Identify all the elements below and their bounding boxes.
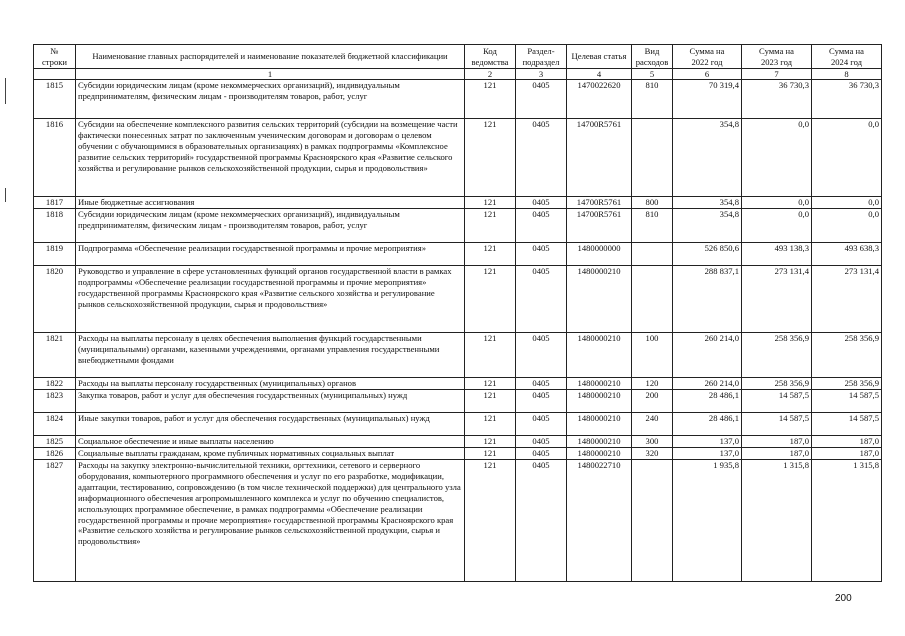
section-cell: 0405 — [516, 390, 567, 413]
sum-2023-cell: 14 587,5 — [742, 413, 812, 436]
header-name: Наименование главных распорядителей и наименование показателей бюджетной классификации — [76, 45, 465, 69]
header-section: Раздел- подраздел — [516, 45, 567, 69]
header-department-code: Код ведомства — [465, 45, 516, 69]
table-row — [34, 390, 882, 413]
sum-2022-cell: 1 935,8 — [673, 460, 742, 582]
table-row — [34, 460, 882, 582]
sum-2024-cell: 273 131,4 — [812, 266, 882, 333]
section-cell: 0405 — [516, 209, 567, 243]
target-article-cell: 1480000210 — [567, 413, 632, 436]
row-name-cell: Подпрограмма «Обеспечение реализации государственной программы и прочие мероприятия» — [76, 243, 465, 266]
column-number-cell — [34, 69, 76, 80]
section-cell: 0405 — [516, 413, 567, 436]
expense-type-cell — [632, 243, 673, 266]
sum-2023-cell: 258 356,9 — [742, 333, 812, 378]
row-number-cell: 1827 — [34, 460, 76, 582]
expense-type-cell: 800 — [632, 197, 673, 209]
table-row — [34, 209, 882, 243]
department-code-cell: 121 — [465, 436, 516, 448]
section-cell: 0405 — [516, 266, 567, 333]
row-name-cell: Расходы на выплаты персоналу государственных (муниципальных) органов — [76, 378, 465, 390]
sum-2022-cell: 28 486,1 — [673, 390, 742, 413]
column-number-cell: 5 — [632, 69, 673, 80]
sum-2024-cell: 0,0 — [812, 197, 882, 209]
sum-2024-cell: 258 356,9 — [812, 378, 882, 390]
row-name-cell: Иные бюджетные ассигнования — [76, 197, 465, 209]
row-number-cell: 1816 — [34, 119, 76, 197]
sum-2024-cell: 258 356,9 — [812, 333, 882, 378]
column-number-cell: 6 — [673, 69, 742, 80]
target-article-cell: 1480000210 — [567, 390, 632, 413]
table-row — [34, 448, 882, 460]
sum-2022-cell: 354,8 — [673, 197, 742, 209]
department-code-cell: 121 — [465, 80, 516, 119]
target-article-cell: 1480000000 — [567, 243, 632, 266]
table-body — [34, 80, 882, 582]
row-name-cell: Субсидии на обеспечение комплексного развития сельских территорий (субсидии на возмещение части фактически понесенных затрат по заключенным ученическим договорам и договорам о целевом обучении с обучающимися в образовательных организациях) в рамках подпрограммы «Комплексное развитие сельских территорий» государственной программы Красноярского края «Развитие сельского хозяйства и регулирование рынков сельскохозяйственной продукции, сырья и продовольствия» — [76, 119, 465, 197]
sum-2022-cell: 260 214,0 — [673, 333, 742, 378]
row-name-cell: Закупка товаров, работ и услуг для обеспечения государственных (муниципальных) нужд — [76, 390, 465, 413]
row-number-cell: 1822 — [34, 378, 76, 390]
table-row — [34, 436, 882, 448]
row-number-cell: 1823 — [34, 390, 76, 413]
sum-2023-cell: 0,0 — [742, 209, 812, 243]
table-row — [34, 333, 882, 378]
sum-2022-cell: 70 319,4 — [673, 80, 742, 119]
column-number-cell: 3 — [516, 69, 567, 80]
department-code-cell: 121 — [465, 197, 516, 209]
sum-2024-cell: 493 638,3 — [812, 243, 882, 266]
sum-2023-cell: 187,0 — [742, 448, 812, 460]
department-code-cell: 121 — [465, 460, 516, 582]
sum-2022-cell: 354,8 — [673, 119, 742, 197]
department-code-cell: 121 — [465, 333, 516, 378]
header-expense-type: Вид расходов — [632, 45, 673, 69]
row-name-cell: Социальное обеспечение и иные выплаты населению — [76, 436, 465, 448]
sum-2023-cell: 273 131,4 — [742, 266, 812, 333]
sum-2024-cell: 187,0 — [812, 448, 882, 460]
table-row — [34, 243, 882, 266]
target-article-cell: 14700R5761 — [567, 197, 632, 209]
department-code-cell: 121 — [465, 243, 516, 266]
sum-2024-cell: 0,0 — [812, 209, 882, 243]
sum-2022-cell: 354,8 — [673, 209, 742, 243]
sum-2023-cell: 187,0 — [742, 436, 812, 448]
department-code-cell: 121 — [465, 413, 516, 436]
target-article-cell: 14700R5761 — [567, 119, 632, 197]
header-sum-2023: Сумма на 2023 год — [742, 45, 812, 69]
column-number-row — [34, 69, 882, 80]
section-cell: 0405 — [516, 460, 567, 582]
header-target-article: Целевая статья — [567, 45, 632, 69]
target-article-cell: 1480000210 — [567, 436, 632, 448]
row-number-cell: 1818 — [34, 209, 76, 243]
section-cell: 0405 — [516, 333, 567, 378]
table-row — [34, 266, 882, 333]
target-article-cell: 1480000210 — [567, 266, 632, 333]
row-name-cell: Иные закупки товаров, работ и услуг для обеспечения государственных (муниципальных) нужд — [76, 413, 465, 436]
sum-2024-cell: 0,0 — [812, 119, 882, 197]
sum-2024-cell: 14 587,5 — [812, 413, 882, 436]
expense-type-cell: 810 — [632, 80, 673, 119]
expense-type-cell: 810 — [632, 209, 673, 243]
header-sum-2022: Сумма на 2022 год — [673, 45, 742, 69]
row-name-cell: Руководство и управление в сфере установленных функций органов государственной власти в рамках подпрограммы «Обеспечение реализации государственной программы и прочие мероприятия» государственной программы Красноярского края «Развитие сельского хозяйства и регулирование рынков сельскохозяйственной продукции, сырья и продовольствия» — [76, 266, 465, 333]
sum-2024-cell: 187,0 — [812, 436, 882, 448]
row-number-cell: 1817 — [34, 197, 76, 209]
department-code-cell: 121 — [465, 378, 516, 390]
department-code-cell: 121 — [465, 390, 516, 413]
row-number-cell: 1821 — [34, 333, 76, 378]
sum-2022-cell: 28 486,1 — [673, 413, 742, 436]
expense-type-cell — [632, 460, 673, 582]
page-number: 200 — [835, 593, 852, 604]
expense-type-cell — [632, 119, 673, 197]
section-cell: 0405 — [516, 80, 567, 119]
expense-type-cell: 200 — [632, 390, 673, 413]
target-article-cell: 1470022620 — [567, 80, 632, 119]
column-number-cell: 4 — [567, 69, 632, 80]
table-row — [34, 378, 882, 390]
department-code-cell: 121 — [465, 209, 516, 243]
target-article-cell: 1480000210 — [567, 448, 632, 460]
section-cell: 0405 — [516, 448, 567, 460]
expense-type-cell: 100 — [632, 333, 673, 378]
expense-type-cell: 120 — [632, 378, 673, 390]
row-number-cell: 1819 — [34, 243, 76, 266]
table-row — [34, 119, 882, 197]
sum-2023-cell: 258 356,9 — [742, 378, 812, 390]
sum-2022-cell: 526 850,6 — [673, 243, 742, 266]
sum-2023-cell: 1 315,8 — [742, 460, 812, 582]
expense-type-cell: 300 — [632, 436, 673, 448]
binding-mark — [5, 78, 6, 104]
sum-2023-cell: 493 138,3 — [742, 243, 812, 266]
header-row-number: № строки — [34, 45, 76, 69]
row-number-cell: 1826 — [34, 448, 76, 460]
target-article-cell: 1480000210 — [567, 333, 632, 378]
section-cell: 0405 — [516, 436, 567, 448]
sum-2022-cell: 260 214,0 — [673, 378, 742, 390]
column-number-cell: 2 — [465, 69, 516, 80]
binding-mark — [5, 188, 6, 202]
target-article-cell: 14700R5761 — [567, 209, 632, 243]
sum-2023-cell: 0,0 — [742, 119, 812, 197]
column-number-cell: 1 — [76, 69, 465, 80]
row-number-cell: 1815 — [34, 80, 76, 119]
expense-type-cell: 240 — [632, 413, 673, 436]
row-number-cell: 1820 — [34, 266, 76, 333]
section-cell: 0405 — [516, 197, 567, 209]
sum-2023-cell: 0,0 — [742, 197, 812, 209]
sum-2022-cell: 288 837,1 — [673, 266, 742, 333]
sum-2024-cell: 1 315,8 — [812, 460, 882, 582]
table-row — [34, 80, 882, 119]
section-cell: 0405 — [516, 119, 567, 197]
sum-2023-cell: 36 730,3 — [742, 80, 812, 119]
section-cell: 0405 — [516, 243, 567, 266]
expense-type-cell — [632, 266, 673, 333]
target-article-cell: 1480000210 — [567, 378, 632, 390]
sum-2022-cell: 137,0 — [673, 436, 742, 448]
column-number-cell: 7 — [742, 69, 812, 80]
department-code-cell: 121 — [465, 119, 516, 197]
row-name-cell: Субсидии юридическим лицам (кроме некоммерческих организаций), индивидуальным предпринимателям, физическим лицам - производителям товаров, работ, услуг — [76, 80, 465, 119]
sum-2024-cell: 36 730,3 — [812, 80, 882, 119]
row-name-cell: Расходы на закупку электронно-вычислительной техники, оргтехники, сетевого и серверного оборудования, компьютерного программного обеспечения и услуг по его разработке, модификации, адаптации, тестированию, сопровождению (в том числе технической поддержки) для центрального узла информационного обеспечения агропромышленного комплекса и услуг по обучению специалистов, использующих программное обеспечение, в рамках подпрограммы «Обеспечение реализации государственной программы и прочие мероприятия» государственной программы Красноярского края «Развитие сельского хозяйства и регулирование рынков сельскохозяйственной продукции, сырья и продовольствия» — [76, 460, 465, 582]
row-name-cell: Субсидии юридическим лицам (кроме некоммерческих организаций), индивидуальным предпринимателям, физическим лицам - производителям товаров, работ, услуг — [76, 209, 465, 243]
header-sum-2024: Сумма на 2024 год — [812, 45, 882, 69]
table-row — [34, 413, 882, 436]
row-number-cell: 1825 — [34, 436, 76, 448]
row-number-cell: 1824 — [34, 413, 76, 436]
table-row — [34, 197, 882, 209]
column-number-cell: 8 — [812, 69, 882, 80]
row-name-cell: Социальные выплаты гражданам, кроме публичных нормативных социальных выплат — [76, 448, 465, 460]
sum-2022-cell: 137,0 — [673, 448, 742, 460]
department-code-cell: 121 — [465, 266, 516, 333]
budget-table — [33, 44, 882, 582]
target-article-cell: 1480022710 — [567, 460, 632, 582]
table-header-row — [34, 45, 882, 69]
sum-2023-cell: 14 587,5 — [742, 390, 812, 413]
department-code-cell: 121 — [465, 448, 516, 460]
section-cell: 0405 — [516, 378, 567, 390]
expense-type-cell: 320 — [632, 448, 673, 460]
row-name-cell: Расходы на выплаты персоналу в целях обеспечения выполнения функций государственными (муниципальными) органами, казенными учреждениями, органами управления государственными внебюджетными фондами — [76, 333, 465, 378]
sum-2024-cell: 14 587,5 — [812, 390, 882, 413]
